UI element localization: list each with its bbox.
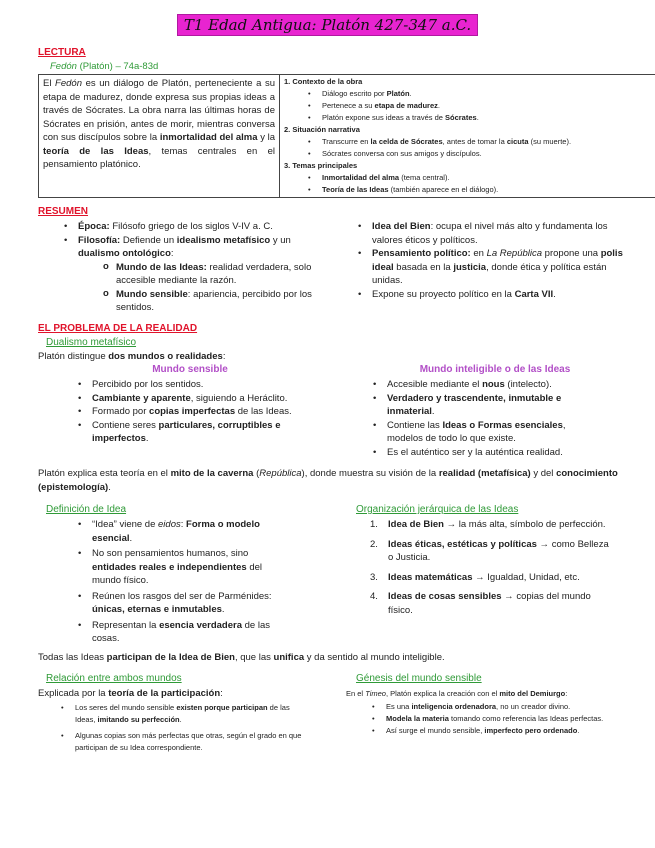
lectura-work <box>50 61 158 72</box>
relacion-list: • Los seres del mundo sensible existen porque participan de las Ideas, imitando su perfección. • Algunas copias son más perfectas que otras, según el grado en que participan de su Idea correspondiente. <box>75 702 305 754</box>
definicion-subheading: Definición de Idea <box>46 504 127 515</box>
outline-h3: 3. Temas principales <box>284 161 358 170</box>
caverna-paragraph: Platón explica esta teoría en el mito de la caverna (República), donde muestra su visión de la realidad (metafísica) y del conocimiento (epistemología). <box>38 468 618 493</box>
mundo-inteligible-title: Mundo inteligible o de las Ideas <box>419 364 571 375</box>
resumen-left: • Época: Filósofo griego de los siglos V-IV a. C. • Filosofía: Defiende un idealismo metafísico y un dualismo ontológico: o Mundo de las Ideas: realidad verdadera, solo accesible mediante la razón. o Mundo sensible: apariencia, percibido por los sentidos. <box>78 220 316 315</box>
mundo-sensible-title: Mundo sensible <box>152 364 228 375</box>
title-container <box>0 14 655 36</box>
organizacion-subheading: Organización jerárquica de las Ideas <box>356 504 519 515</box>
definicion-list: • “Idea” viene de eidos: Forma o modelo esencial. • No son pensamientos humanos, sino entidades reales e independientes del mundo físico. • Reúnen los rasgos del ser de Parménides: únicas, eternas e inmutables. • Representan la esencia verdadera de las cosas. <box>92 518 292 646</box>
participan-paragraph: Todas las Ideas participan de la Idea de Bien, que las unifica y da sentido al mundo inteligible. <box>38 652 445 663</box>
relacion-intro: Explicada por la teoría de la participación: <box>38 688 223 699</box>
lectura-outline: 1. Contexto de la obra • Diálogo escrito por Platón. • Pertenece a su etapa de madurez. • Platón expone sus ideas a través de Sócrates. 2. Situación narrativa • Transcurre en la celda de Sócrates, antes de tomar la cicuta (su muerte). • Sócrates conversa con sus amigos y discípulos. 3. Temas principales • Inmortalidad del alma (tema central). • Teoría de las Ideas (también aparece en el diálogo). <box>284 76 651 196</box>
problema-heading: EL PROBLEMA DE LA REALIDAD <box>38 323 198 334</box>
mundo-sensible-list: • Percibido por los sentidos. • Cambiante y aparente, siguiendo a Heráclito. • Formado por copias imperfectas de las Ideas. • Contiene seres particulares, corruptibles e imperfectos. <box>92 378 318 446</box>
dualismo-subheading: Dualismo metafísico <box>46 337 137 348</box>
genesis-intro: En el Timeo, Platón explica la creación con el mito del Demiurgo: <box>346 689 568 698</box>
outline-h1: 1. Contexto de la obra <box>284 77 363 86</box>
mundo-inteligible-list: • Accesible mediante el nous (intelecto). • Verdadero y trascendente, inmutable e inmaterial. • Contiene las Ideas o Formas esenciales, modelos de todo lo que existe. • Es el auténtico ser y la auténtica realidad. <box>387 378 587 459</box>
resumen-heading: RESUMEN <box>38 206 89 217</box>
genesis-list: • Es una inteligencia ordenadora, no un creador divino. • Modela la materia tomando como referencia las Ideas perfectas. • Así surge el mundo sensible, imperfecto pero ordenado. <box>386 701 626 737</box>
lectura-work-title: Fedón <box>50 61 77 72</box>
relacion-subheading: Relación entre ambos mundos <box>46 673 182 684</box>
resumen-right: • Idea del Bien: ocupa el nivel más alto y fundamenta los valores éticos y políticos. • Pensamiento político: en La República propone una polis ideal basada en la justicia, donde ética y política están unidas. • Expone su proyecto político en la Carta VII. <box>372 220 634 301</box>
dualismo-intro: Platón distingue dos mundos o realidades: <box>38 351 226 362</box>
genesis-subheading: Génesis del mundo sensible <box>356 673 482 684</box>
lectura-left-cell <box>39 75 280 198</box>
lectura-work-ref: (Platón) – 74a-83d <box>76 61 159 72</box>
page-title: T1 Edad Antigua: Platón 427-347 a.C. <box>177 14 478 36</box>
lectura-right-cell <box>280 75 655 198</box>
lectura-heading: LECTURA <box>38 47 86 58</box>
lectura-summary: El Fedón es un diálogo de Platón, perteneciente a su etapa de madurez, donde expresa sus propias ideas a través de Sócrates. La obra narra las últimas horas de Sócrates en prisión, antes de morir, mientras conversa con sus discípulos sobre la inmortalidad del alma y la teoría de las Ideas, temas centrales en el pensamiento platónico. <box>43 78 276 170</box>
organizacion-list: 1. Idea de Bien → la más alta, símbolo de perfección. 2. Ideas éticas, estéticas y políticas → como Belleza o Justicia. 3. Ideas matemáticas → Igualdad, Unidad, etc. 4. Ideas de cosas sensibles → copias del mundo físico. <box>370 519 609 616</box>
outline-h2: 2. Situación narrativa <box>284 125 360 134</box>
lectura-table <box>38 74 655 198</box>
